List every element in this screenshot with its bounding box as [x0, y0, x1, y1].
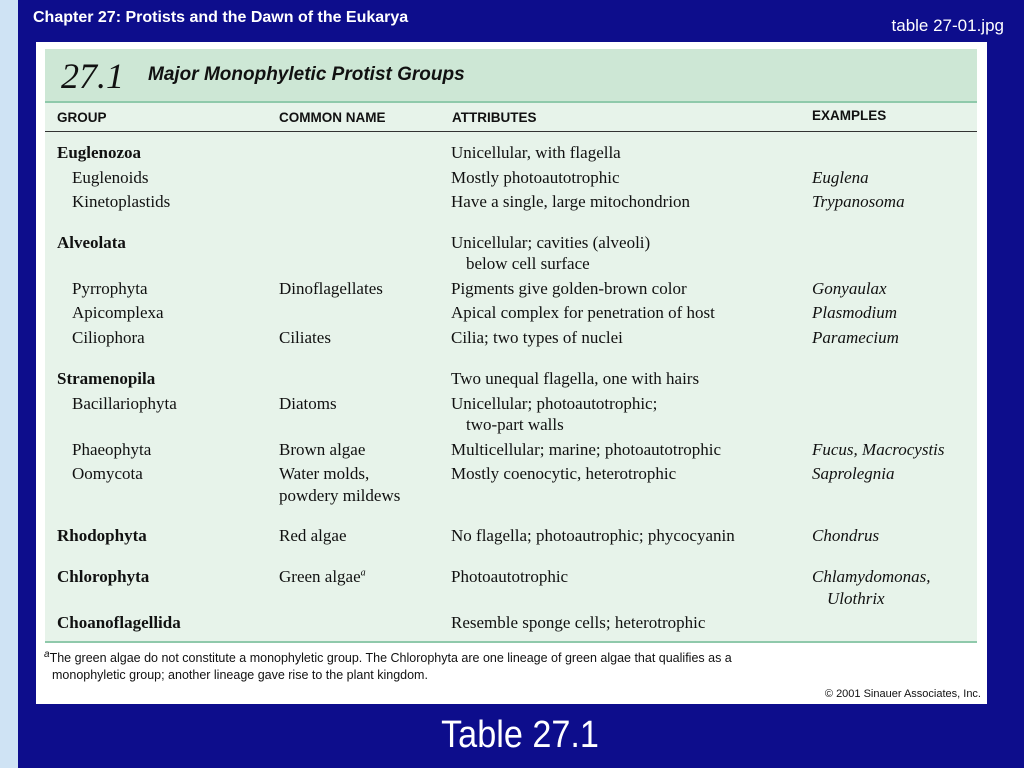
- table-row-attributes: Apical complex for penetration of host: [451, 303, 715, 322]
- table-row-group: Rhodophyta: [57, 526, 147, 545]
- table-row-common-name: Brown algae: [279, 440, 366, 459]
- footnote-marker: a: [360, 567, 366, 579]
- table-row-group: Oomycota: [72, 464, 143, 483]
- table-row-group: Chlorophyta: [57, 567, 150, 586]
- table-row-common-name: Diatoms: [279, 394, 337, 413]
- table-footnote: [44, 646, 964, 684]
- table-area: [45, 49, 977, 643]
- table-row-group: Euglenoids: [72, 168, 149, 187]
- table-row-example: Euglena: [812, 168, 869, 187]
- table-row-common-name: Ciliates: [279, 328, 331, 347]
- table-row-group: Alveolata: [57, 233, 126, 252]
- table-row-attributes: Mostly coenocytic, heterotrophic: [451, 464, 677, 483]
- table-row-attributes: Photoautotrophic: [451, 567, 569, 586]
- table-row-example-cont: Ulothrix: [827, 589, 885, 608]
- table-row-example: Fucus, Macrocystis: [812, 440, 945, 459]
- table-row-example: Chlamydomonas,: [812, 567, 931, 586]
- table-row-group: Choanoflagellida: [57, 613, 181, 632]
- table-title-band: [45, 49, 977, 103]
- table-row-attributes: No flagella; photoautrophic; phycocyanin: [451, 526, 735, 545]
- table-row-attributes: Resemble sponge cells; heterotrophic: [451, 613, 706, 632]
- table-row-common-name: [279, 567, 366, 587]
- header-rule: [45, 131, 977, 132]
- table-row-group: Apicomplexa: [72, 303, 164, 322]
- table-row-group: Kinetoplastids: [72, 192, 171, 211]
- table-row-attributes: Two unequal flagella, one with hairs: [451, 369, 700, 388]
- header-examples: EXAMPLES: [812, 108, 887, 123]
- table-title: Major Monophyletic Protist Groups: [148, 64, 465, 85]
- table-row-attributes-cont: two-part walls: [466, 415, 564, 434]
- footnote-line-1: The green algae do not constitute a monophyletic group. The Chlorophyta are one lineage of green algae that qualifies as a: [49, 651, 732, 666]
- left-accent-bar: [0, 0, 18, 768]
- footnote-marker: a: [44, 649, 50, 660]
- table-row-attributes: Unicellular; cavities (alveoli): [451, 233, 651, 252]
- table-row-example: Trypanosoma: [812, 192, 905, 211]
- table-row-example: Paramecium: [812, 328, 899, 347]
- table-row-example: Plasmodium: [812, 303, 897, 322]
- table-row-example: Chondrus: [812, 526, 880, 545]
- header-attributes: ATTRIBUTES: [452, 110, 537, 125]
- table-row-attributes: Have a single, large mitochondrion: [451, 192, 691, 211]
- table-row-attributes: Unicellular, with flagella: [451, 143, 621, 162]
- table-row-group: Euglenozoa: [57, 143, 142, 162]
- header-common-name: COMMON NAME: [279, 110, 386, 125]
- table-row-common-name: Water molds,: [279, 464, 370, 483]
- copyright-notice: © 2001 Sinauer Associates, Inc.: [824, 688, 981, 700]
- table-number: 27.1: [61, 56, 124, 96]
- table-row-attributes-cont: below cell surface: [466, 254, 590, 273]
- table-row-group: Phaeophyta: [72, 440, 152, 459]
- table-row-common-name: Dinoflagellates: [279, 279, 383, 298]
- table-row-attributes: Unicellular; photoautotrophic;: [451, 394, 658, 413]
- common-name-text: Green algae: [279, 567, 361, 586]
- table-row-common-name: Red algae: [279, 526, 347, 545]
- table-row-attributes: Pigments give golden-brown color: [451, 279, 687, 298]
- header-group: GROUP: [57, 110, 107, 125]
- table-row-attributes: Mostly photoautotrophic: [451, 168, 620, 187]
- table-image-panel: [36, 42, 987, 704]
- table-row-common-name-cont: powdery mildews: [279, 486, 401, 505]
- table-row-group: Pyrrophyta: [72, 279, 148, 298]
- table-row-attributes: Cilia; two types of nuclei: [451, 328, 623, 347]
- slide-caption: Table 27.1: [441, 714, 599, 756]
- table-row-example: Saprolegnia: [812, 464, 895, 483]
- footnote-line-2: monophyletic group; another lineage gave rise to the plant kingdom.: [52, 668, 428, 683]
- table-row-group: Bacillariophyta: [72, 394, 177, 413]
- table-row-example: Gonyaulax: [812, 279, 887, 298]
- table-row-attributes: Multicellular; marine; photoautotrophic: [451, 440, 722, 459]
- file-name-label: table 27-01.jpg: [891, 16, 1004, 35]
- table-row-group: Stramenopila: [57, 369, 156, 388]
- table-row-group: Ciliophora: [72, 328, 145, 347]
- chapter-title: Chapter 27: Protists and the Dawn of the Eukarya: [33, 9, 409, 26]
